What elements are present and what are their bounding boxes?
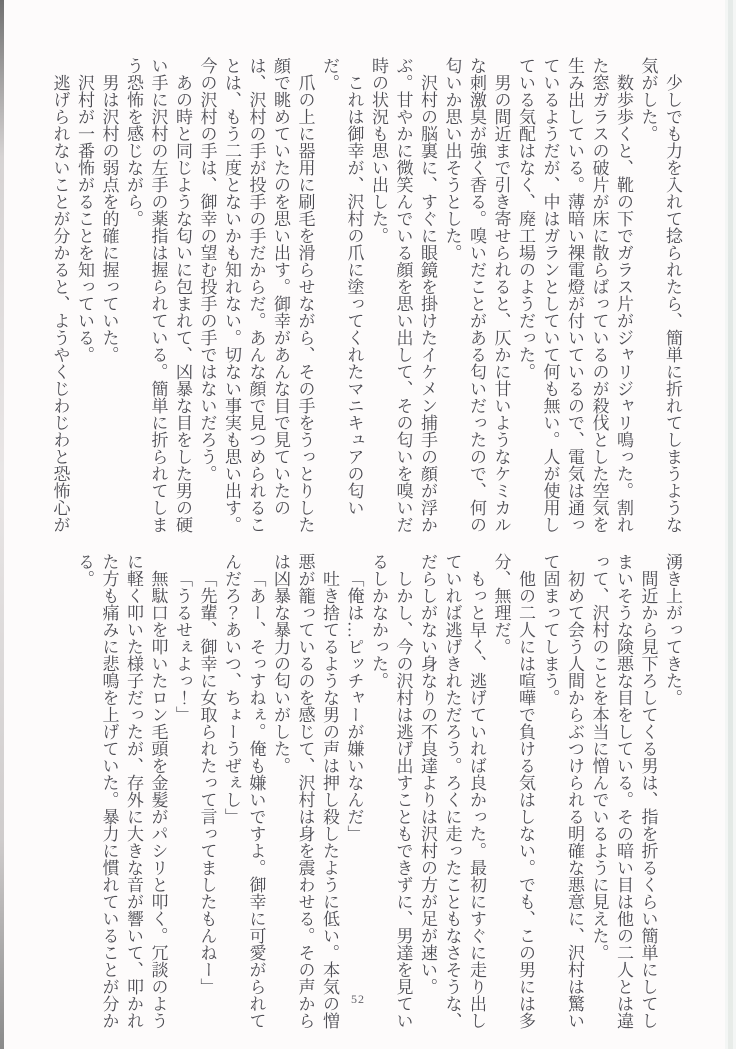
paragraph: 少しでも力を入れて捻られたら、簡単に折れてしまうような気がした。 (638, 57, 682, 533)
paragraph: 吐き捨てるような男の声は押し殺したように低い。本気の憎悪が籠っているのを感じて、沢村は身を震わせる。その声からは凶暴な暴力の匂いがした。 (271, 553, 339, 1029)
paragraph: これは御幸が、沢村の爪に塗ってくれたマニキュアの匂いだ。 (320, 57, 364, 516)
paragraph: 初めて会う人間からぶつけられる明確な悪意に、沢村は驚いて固まってしまう。 (540, 553, 584, 1029)
paragraph: 間近から見下ろしてくる男は、指を折るくらい簡単にしてしまいそうな険悪な目をしている。その暗い目は他の二人とは違って、沢村のことを本当に憎んでいるように見えた。 (589, 553, 658, 1029)
paragraph: 数歩歩くと、靴の下でガラス片がジャリジャリ鳴った。割れた窓ガラスの破片が床に散らばっているのが殺伐とした空気を生み出している。薄暗い裸電燈が付いているので、電気は通っているようだが、中はガランとしていて何も無い。人が使用している気配はなく、廃工場のようだった。 (516, 57, 633, 533)
paragraph: 逃げられないことが分かると、ようやくじわじわと恐怖心が (50, 74, 70, 533)
paragraph: 沢村が一番怖がることを知っている。 (75, 74, 94, 363)
paragraph: 「先輩、御幸に女取られたって言ってましたもんねー」 (197, 570, 217, 995)
paragraph: 他の二人には喧嘩で負ける気はしない。でも、この男には多分、無理だ。 (491, 553, 535, 1029)
paragraph: しかし、今の沢村は逃げ出すこともできずに、男達を見ているしかなかった。 (369, 553, 413, 1029)
page-number: 52 (351, 992, 365, 1006)
text-block-lower (64, 553, 684, 1029)
page-left-edge-shadow (0, 0, 4, 1049)
paragraph: 「俺は…ピッチャーが嫌いなんだ」 (344, 570, 364, 842)
paragraph: 沢村の脳裏に、すぐに眼鏡を掛けたイケメン捕手の顔が浮かぶ。甘やかに微笑んでいる顔を思い出して、その匂いを嗅いだ時の状況も思い出した。 (369, 57, 437, 533)
paragraph: 「うるせぇよっ！」 (173, 570, 192, 723)
page-right-edge-line (728, 0, 733, 1049)
paragraph: 男の間近まで引き寄せられると、仄かに甘いようなケミカルな刺激臭が強く香る。嗅いだことがある匂いだったので、何の匂いか思い出そうとした。 (442, 57, 511, 533)
paragraph: 無駄口を叩いたロン毛頭を金髪がパシリと叩く。冗談のように軽く叩いた様子だったが、存外に大きな音が響いて、叩かれた方も痛みに悲鳴を上げていた。暴力に慣れていることが分かる。 (75, 553, 168, 1029)
paragraph: 「あー、そっすねぇ。俺も嫌いですよ。御幸に可愛がられてんだろ？あいつ、ちょーうぜぇし」 (222, 553, 266, 1029)
paragraph: 爪の上に器用に刷毛を滑らせながら、その手をうっとりした顔で眺めていたのを思い出す。御幸があんな目で見ていたのは、沢村の手が投手の手だからだ。あんな顔で見つめられることは、もう二度とないかも知れない。切ない事実も思い出す。今の沢村の手は、御幸の望む投手の手ではないだろう。 (197, 57, 315, 533)
paragraph: 湧き上がってきた。 (663, 553, 682, 706)
text-block-upper (50, 57, 684, 533)
paragraph: あの時と同じような匂いに包まれて、凶暴な目をした男の硬い手に沢村の左手の薬指は握られている。簡単に折られてしまう恐怖を感じながら。 (124, 57, 192, 533)
paragraph: もっと早く、逃げていれば良かった。最初にすぐに走り出していれば逃げきれただろう。ろくに走ったこともなさそうな、だらしがない身なりの不良達よりは沢村の方が足が速い。 (418, 553, 486, 1029)
paragraph: 男は沢村の弱点を的確に握っていた。 (99, 74, 119, 363)
